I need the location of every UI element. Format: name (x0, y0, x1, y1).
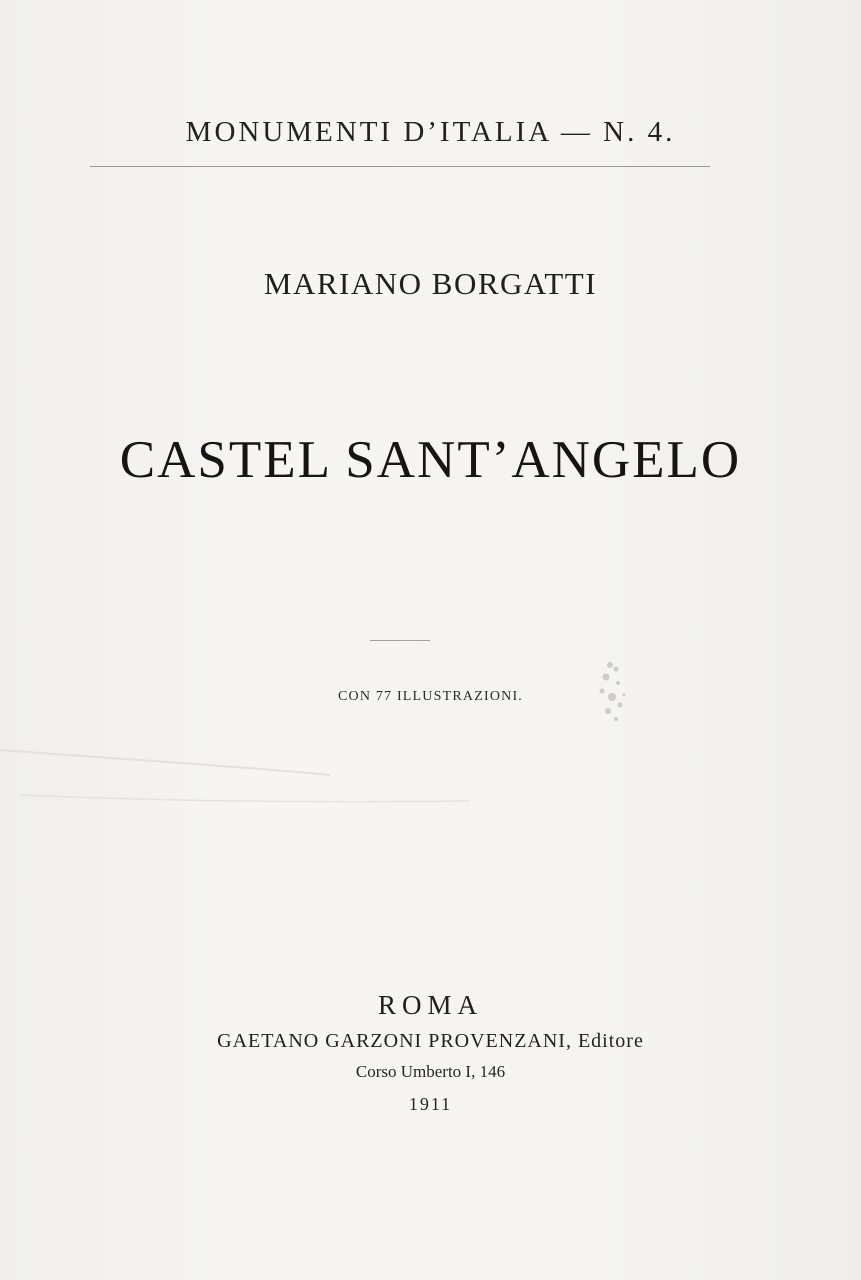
ink-smudge (588, 655, 638, 735)
author-name: MARIANO BORGATTI (263, 266, 598, 301)
imprint-city: ROMA (377, 990, 483, 1020)
imprint-year: 1911 (408, 1094, 453, 1114)
book-title: CASTEL SANT’ANGELO (119, 431, 742, 489)
series-divider-rule (90, 166, 710, 167)
series-line: MONUMENTI D’ITALIA — N. 4. (185, 116, 676, 148)
title-divider-rule (370, 640, 430, 641)
imprint-publisher: GAETANO GARZONI PROVENZANI, Editore (217, 1030, 644, 1052)
paper-crease (0, 745, 470, 805)
illustrations-note: CON 77 ILLUSTRAZIONI. (337, 689, 524, 704)
imprint-address: Corso Umberto I, 146 (355, 1062, 506, 1081)
